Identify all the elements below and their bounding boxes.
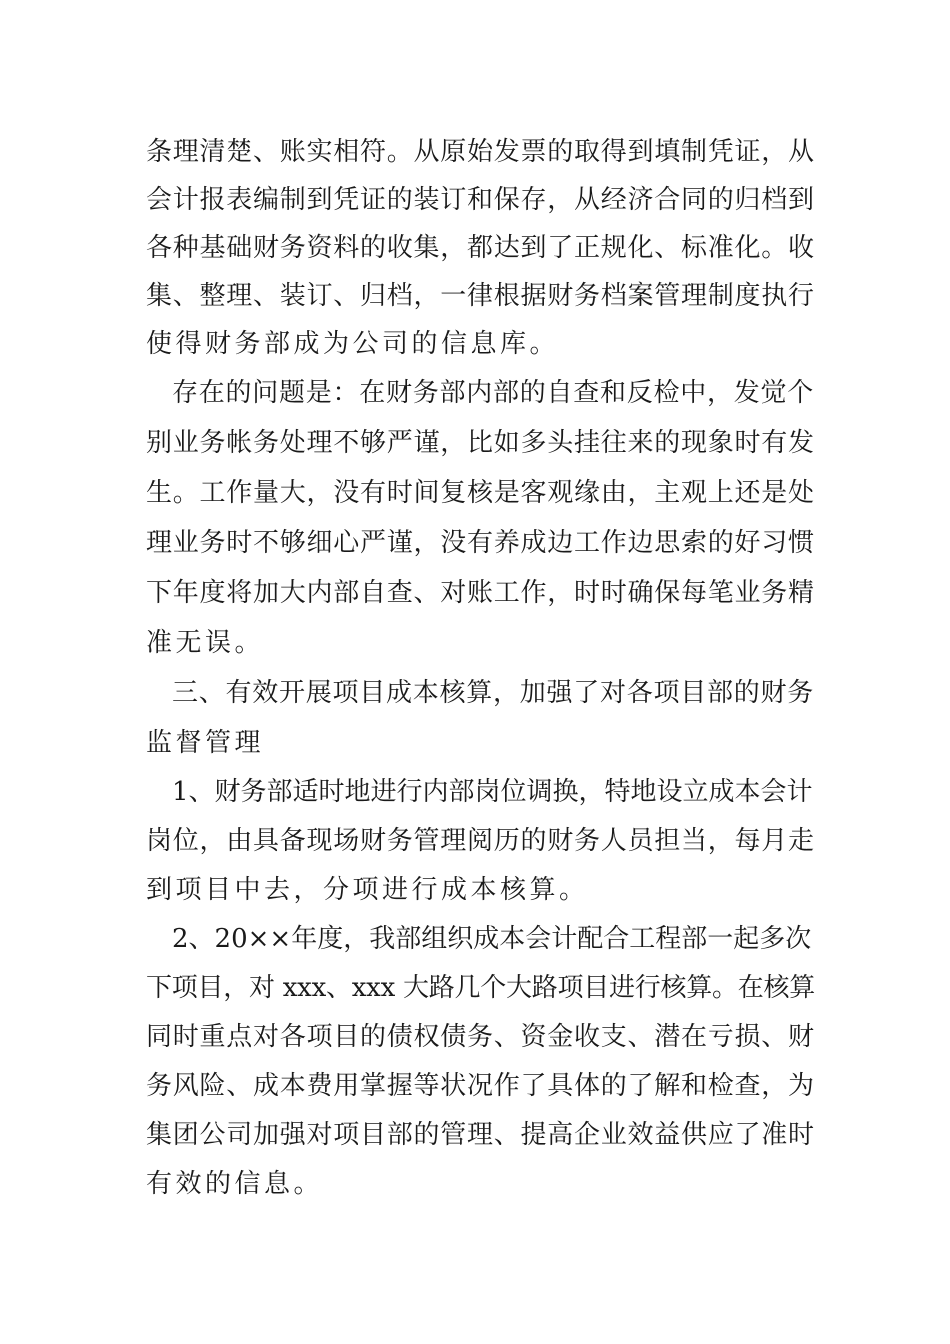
document-body bbox=[146, 128, 816, 1209]
text-line: 集团公司加强对项目部的管理、提高企业效益供应了准时 bbox=[146, 1120, 815, 1150]
text-line: 到项目中去，分项进行成本核算。 bbox=[146, 875, 589, 905]
text-line: 准无误。 bbox=[146, 628, 265, 658]
text-line: 2、20××年度，我部组织成本会计配合工程部一起多次 bbox=[172, 924, 812, 954]
text-line: 条理清楚、账实相符。从原始发票的取得到填制凭证，从 bbox=[146, 137, 815, 167]
text-line: 有效的信息。 bbox=[146, 1169, 324, 1199]
text-line: 1、财务部适时地进行内部岗位调换，特地设立成本会计 bbox=[172, 777, 813, 807]
text-line: 别业务帐务处理不够严谨，比如多头挂往来的现象时有发 bbox=[146, 428, 815, 458]
section-heading: 三、有效开展项目成本核算，加强了对各项目部的财务 bbox=[172, 678, 815, 708]
text-line: 生。工作量大，没有时间复核是客观缘由，主观上还是处 bbox=[146, 478, 815, 508]
text-line: 会计报表编制到凭证的装订和保存，从经济合同的归档到 bbox=[146, 185, 815, 215]
text-line: 同时重点对各项目的债权债务、资金收支、潜在亏损、财 bbox=[146, 1022, 815, 1052]
text-line: 理业务时不够细心严谨，没有养成边工作边思索的好习惯 bbox=[146, 528, 815, 558]
text-line: 下年度将加大内部自查、对账工作，时时确保每笔业务精 bbox=[146, 578, 815, 608]
text-line: 集、整理、装订、归档，一律根据财务档案管理制度执行 bbox=[146, 281, 815, 311]
text-line: 使得财务部成为公司的信息库。 bbox=[146, 329, 560, 359]
text-line: 各种基础财务资料的收集，都达到了正规化、标准化。收 bbox=[146, 233, 815, 263]
text-line: 下项目，对 xxx、xxx 大路几个大路项目进行核算。在核算 bbox=[146, 973, 816, 1003]
text-line: 务风险、成本费用掌握等状况作了具体的了解和检查，为 bbox=[146, 1071, 815, 1101]
text-line: 存在的问题是：在财务部内部的自查和反检中，发觉个 bbox=[172, 378, 815, 408]
text-line: 岗位，由具备现场财务管理阅历的财务人员担当，每月走 bbox=[146, 826, 815, 856]
section-heading: 监督管理 bbox=[146, 728, 265, 758]
